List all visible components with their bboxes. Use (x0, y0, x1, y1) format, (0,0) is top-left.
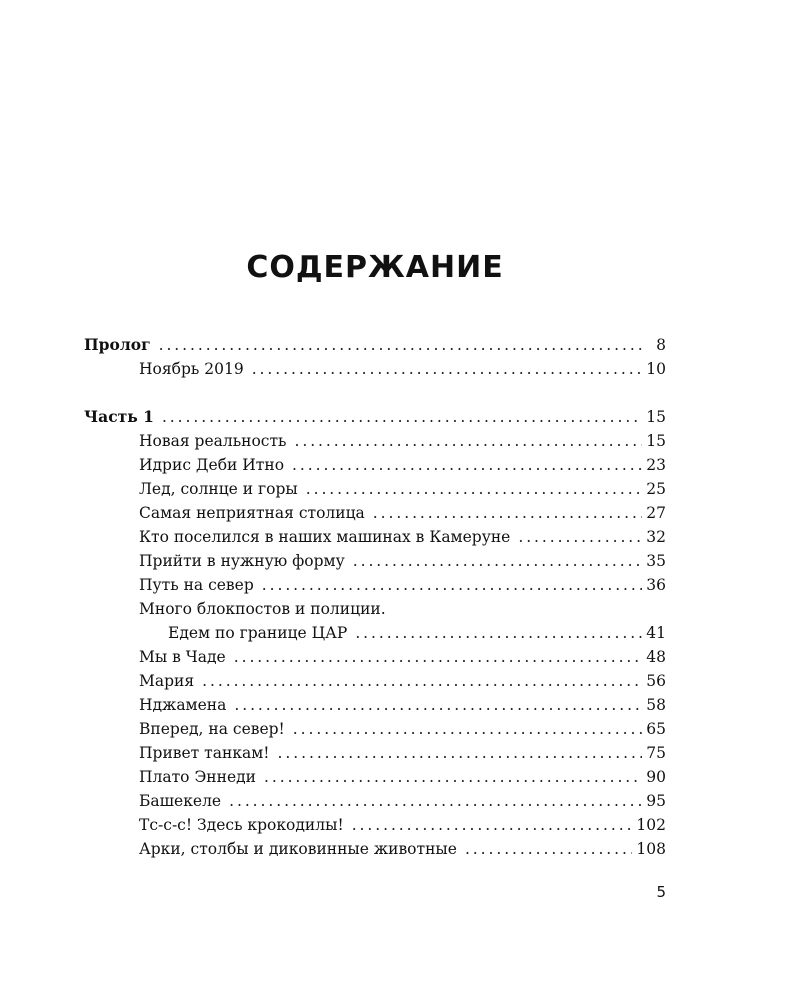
toc-chapter-entry (84, 669, 666, 693)
toc-part-entry (84, 405, 666, 429)
toc-chapter-entry (84, 549, 666, 573)
toc-chapter-entry (84, 621, 666, 645)
toc-dot-leader (202, 669, 642, 693)
toc-entry-page-number: 15 (646, 408, 666, 426)
toc-part-entry (84, 333, 666, 357)
toc-chapter-entry (84, 693, 666, 717)
toc-dot-leader (355, 621, 642, 645)
table-of-contents (84, 333, 666, 861)
toc-chapter-entry (84, 525, 666, 549)
toc-dot-leader (229, 789, 642, 813)
toc-entry-page-number: 48 (646, 648, 666, 666)
toc-entry-title: Часть 1 (84, 407, 154, 426)
toc-dot-leader (262, 573, 642, 597)
toc-entry-title: Нджамена (139, 696, 227, 714)
toc-entry-page-number: 75 (646, 744, 666, 762)
toc-dot-leader (234, 693, 642, 717)
toc-entry-title: Мария (139, 672, 195, 690)
toc-dot-leader (373, 501, 642, 525)
toc-chapter-entry (84, 501, 666, 525)
toc-entry-title: Идрис Деби Итно (139, 456, 285, 474)
toc-entry-page-number: 95 (646, 792, 666, 810)
toc-entry-title: Прийти в нужную форму (139, 552, 345, 570)
toc-entry-page-number: 36 (646, 576, 666, 594)
toc-entry-title: Много блокпостов и полиции. (139, 600, 386, 618)
toc-dot-leader (278, 741, 642, 765)
toc-dot-leader (234, 645, 642, 669)
toc-dot-leader (162, 405, 642, 429)
toc-dot-leader (295, 429, 643, 453)
toc-entry-title: Новая реальность (139, 432, 287, 450)
toc-entry-page-number: 41 (646, 624, 666, 642)
toc-entry-title: Самая неприятная столица (139, 504, 365, 522)
toc-entry-page-number: 90 (646, 768, 666, 786)
toc-entry-page-number: 65 (646, 720, 666, 738)
toc-chapter-entry (84, 717, 666, 741)
toc-entry-title: Путь на север (139, 576, 254, 594)
toc-entry-title: Арки, столбы и диковинные животные (139, 840, 457, 858)
toc-entry-title: Привет танкам! (139, 744, 270, 762)
toc-entry-page-number: 102 (636, 816, 666, 834)
toc-dot-leader (465, 837, 632, 861)
toc-entry-title: Плато Эннеди (139, 768, 257, 786)
toc-entry-title: Ноябрь 2019 (139, 360, 244, 378)
toc-chapter-entry (84, 429, 666, 453)
toc-entry-page-number: 108 (636, 840, 666, 858)
toc-dot-leader (264, 765, 642, 789)
toc-entry-page-number: 56 (646, 672, 666, 690)
page-title: СОДЕРЖАНИЕ (246, 250, 504, 285)
toc-entry-title: Мы в Чаде (139, 648, 226, 666)
toc-chapter-entry (84, 789, 666, 813)
toc-dot-leader (518, 525, 642, 549)
toc-entry-page-number: 23 (646, 456, 666, 474)
toc-entry-title: Тс-с-с! Здесь крокодилы! (139, 816, 344, 834)
toc-dot-leader (159, 333, 642, 357)
toc-chapter-entry (84, 645, 666, 669)
toc-entry-title: Лед, солнце и горы (139, 480, 298, 498)
toc-entry-page-number: 10 (646, 360, 666, 378)
toc-dot-leader (292, 453, 642, 477)
toc-entry-title: Пролог (84, 335, 151, 354)
toc-dot-leader (353, 549, 642, 573)
toc-entry-page-number: 32 (646, 528, 666, 546)
toc-entry-title: Кто поселился в наших машинах в Камеруне (139, 528, 511, 546)
toc-chapter-entry (84, 357, 666, 381)
toc-dot-leader (352, 813, 633, 837)
toc-entry-page-number: 8 (656, 336, 666, 354)
toc-dot-leader (306, 477, 642, 501)
toc-chapter-entry (84, 765, 666, 789)
toc-dot-leader (293, 717, 642, 741)
toc-entry-page-number: 58 (646, 696, 666, 714)
toc-entry-page-number: 15 (646, 432, 666, 450)
toc-chapter-entry (84, 573, 666, 597)
toc-entry-title: Едем по границе ЦАР (168, 624, 348, 642)
toc-entry-title: Вперед, на север! (139, 720, 285, 738)
toc-chapter-entry (84, 813, 666, 837)
toc-dot-leader (252, 357, 642, 381)
toc-chapter-entry (84, 837, 666, 861)
toc-entry-page-number: 25 (646, 480, 666, 498)
toc-chapter-entry (84, 597, 666, 621)
toc-chapter-entry (84, 453, 666, 477)
toc-chapter-entry (84, 477, 666, 501)
toc-entry-title: Башекеле (139, 792, 222, 810)
toc-chapter-entry (84, 741, 666, 765)
page-number: 5 (656, 883, 666, 901)
toc-entry-page-number: 27 (646, 504, 666, 522)
toc-entry-page-number: 35 (646, 552, 666, 570)
